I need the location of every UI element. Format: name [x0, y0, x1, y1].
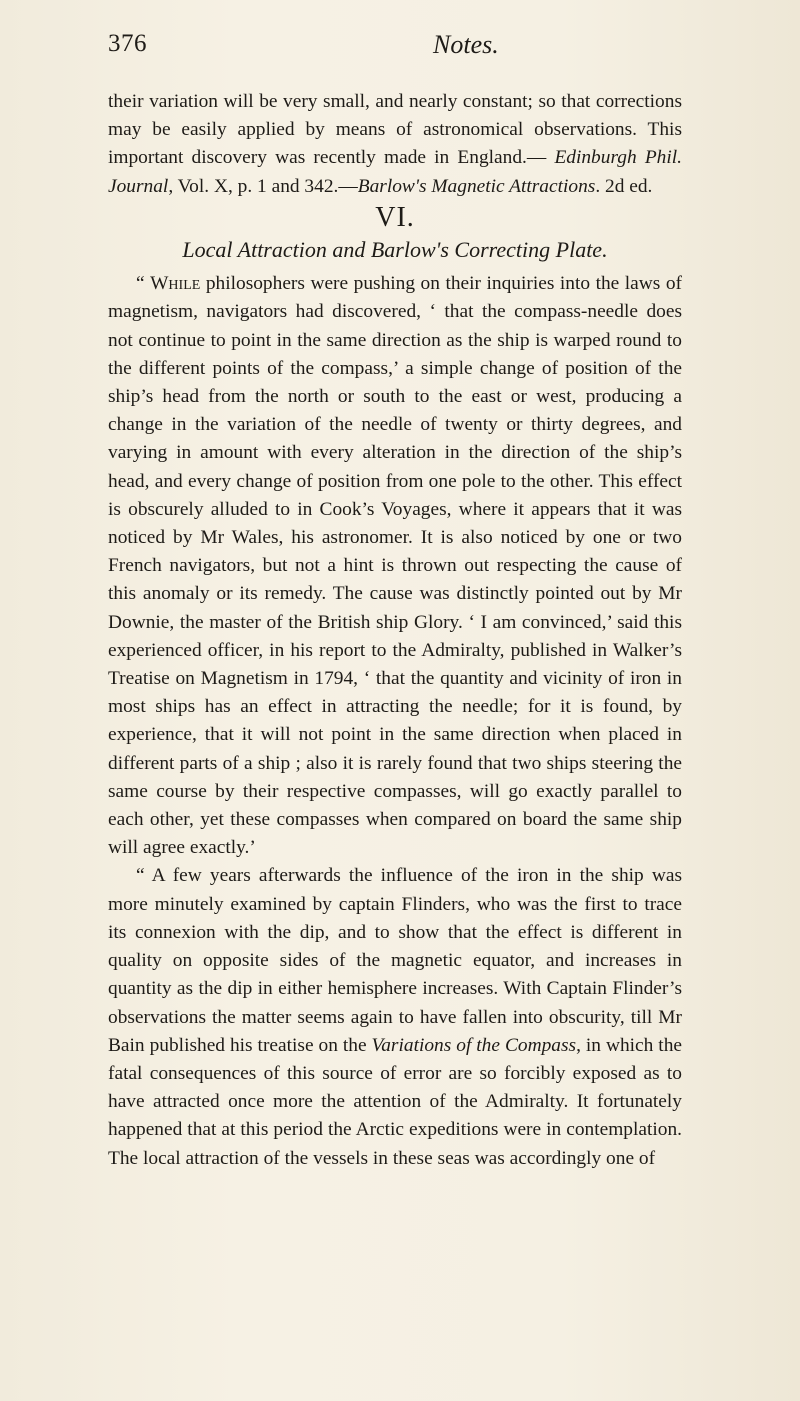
paragraph-few-years [108, 862, 682, 1172]
lead-word: While [150, 273, 201, 295]
paragraph-while-philosophers [108, 270, 682, 862]
citation-edinburgh-journal: Edinburgh Phil. Journal [108, 147, 682, 197]
section-number: VI. [375, 201, 415, 233]
paragraph-text-2: , in which the fatal consequences of this source of error are so forcibly exposed as to have attracted once more the attention of the Admiralty. It fortunately happened that at this period the Arctic expeditions were in contemplation. The local attraction of the vessels in these seas was accordingly one of [108, 1034, 682, 1169]
running-head: Notes. [433, 30, 499, 59]
page-number: 376 [108, 30, 147, 57]
body-text [108, 88, 682, 1173]
paragraph-text: philosophers were pushing on their inquiries into the laws of magnetism, navigators had discovered, ‘ that the compass-needle does not continue to point in the same direction as the ship is warped round to the different points of the compass,’ a simple change of position of the ship’s head from the north or south to the east or west, producing a change in the variation of the needle of twenty or thirty degrees, and varying in amount with every alteration in the direction of the ship’s head, and every change of position from one pole to the other. This effect is obscurely alluded to in Cook’s Voyages, where it appears that it was noticed by Mr Wales, his astronomer. It is also noticed by one or two French navigators, but not a hint is thrown out respecting the cause of this anomaly or its remedy. The cause was distinctly pointed out by Mr Downie, the master of the British ship Glory. ‘ I am convinced,’ said this experienced officer, in his report to the Admiralty, published in Walker’s Treatise on Magnetism in 1794, ‘ that the quantity and vicinity of iron in most ships has an effect in attracting the needle; for it is found, by experience, that it will not point in the same direction when placed in different parts of a ship ; also it is rarely found that two ships steering the same course by their respective compasses, will go exactly parallel to each other, yet these compasses when compared on board the same ship will agree exactly.’ [108, 273, 682, 859]
open-quote: “ [136, 273, 151, 295]
paragraph-text-1: “ A few years afterwards the influence of the iron in the ship was more minutely examined by captain Flinders, who was the first to trace its connexion with the dip, and to show that the effect is different in quality on opposite sides of the magnetic equator, and increases in quantity as the dip in either hemisphere increases. With Captain Flinder’s observations the matter seems again to have fallen into obscurity, till Mr Bain published his treatise on the [108, 865, 682, 1056]
page-header [108, 30, 708, 70]
section-title: Local Attraction and Barlow's Correcting Plate. [182, 237, 608, 263]
intro-text-2: , Vol. X, p. 1 and 342.— [168, 175, 358, 197]
intro-paragraph [108, 88, 682, 201]
citation-barlow-attractions: Barlow's Magnetic Attractions [357, 175, 596, 197]
intro-text-1: their variation will be very small, and nearly constant; so that corrections may be easily applied by means of astronomical observations. This important discovery was recently made in England.— [108, 91, 682, 169]
intro-text-3: . 2d ed. [595, 175, 653, 197]
book-title-variations: Variations of the Compass [371, 1034, 577, 1056]
